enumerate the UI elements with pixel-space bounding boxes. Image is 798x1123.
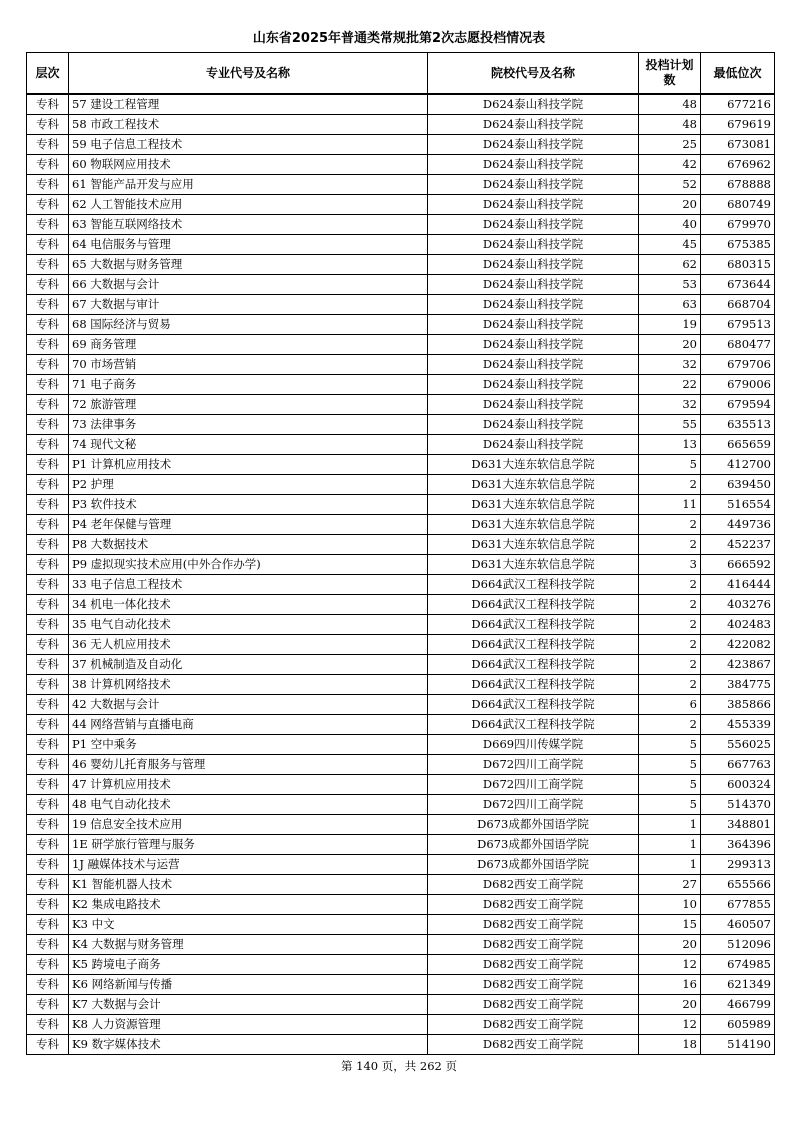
cell-level: 专科 [27, 835, 69, 855]
cell-major: 73 法律事务 [69, 415, 428, 435]
cell-min-rank: 600324 [701, 775, 775, 795]
cell-school: D664武汉工程科技学院 [428, 635, 639, 655]
table-row [27, 395, 775, 415]
cell-school: D624泰山科技学院 [428, 295, 639, 315]
cell-plan-count: 55 [639, 415, 701, 435]
cell-school: D682西安工商学院 [428, 895, 639, 915]
table-row [27, 675, 775, 695]
cell-major: K3 中文 [69, 915, 428, 935]
cell-plan-count: 1 [639, 815, 701, 835]
cell-plan-count: 13 [639, 435, 701, 455]
cell-min-rank: 677855 [701, 895, 775, 915]
cell-min-rank: 680477 [701, 335, 775, 355]
cell-level: 专科 [27, 115, 69, 135]
table-row [27, 635, 775, 655]
cell-plan-count: 2 [639, 655, 701, 675]
cell-plan-count: 45 [639, 235, 701, 255]
cell-min-rank: 412700 [701, 455, 775, 475]
cell-min-rank: 677216 [701, 94, 775, 115]
cell-school: D624泰山科技学院 [428, 155, 639, 175]
cell-major: P8 大数据技术 [69, 535, 428, 555]
cell-plan-count: 2 [639, 635, 701, 655]
cell-min-rank: 605989 [701, 1015, 775, 1035]
cell-plan-count: 2 [639, 515, 701, 535]
table-row [27, 755, 775, 775]
table-row [27, 335, 775, 355]
cell-school: D673成都外国语学院 [428, 815, 639, 835]
cell-school: D624泰山科技学院 [428, 335, 639, 355]
cell-school: D682西安工商学院 [428, 915, 639, 935]
cell-school: D682西安工商学院 [428, 955, 639, 975]
cell-min-rank: 449736 [701, 515, 775, 535]
cell-school: D682西安工商学院 [428, 875, 639, 895]
cell-school: D672四川工商学院 [428, 775, 639, 795]
cell-school: D672四川工商学院 [428, 755, 639, 775]
table-row [27, 155, 775, 175]
cell-min-rank: 514370 [701, 795, 775, 815]
cell-level: 专科 [27, 335, 69, 355]
cell-school: D672四川工商学院 [428, 795, 639, 815]
cell-level: 专科 [27, 755, 69, 775]
cell-plan-count: 40 [639, 215, 701, 235]
cell-plan-count: 5 [639, 455, 701, 475]
cell-school: D664武汉工程科技学院 [428, 675, 639, 695]
cell-major: 67 大数据与审计 [69, 295, 428, 315]
cell-school: D664武汉工程科技学院 [428, 575, 639, 595]
cell-major: 38 计算机网络技术 [69, 675, 428, 695]
cell-min-rank: 668704 [701, 295, 775, 315]
cell-level: 专科 [27, 195, 69, 215]
cell-school: D673成都外国语学院 [428, 835, 639, 855]
cell-major: K8 人力资源管理 [69, 1015, 428, 1035]
cell-min-rank: 679706 [701, 355, 775, 375]
cell-min-rank: 516554 [701, 495, 775, 515]
cell-school: D673成都外国语学院 [428, 855, 639, 875]
cell-plan-count: 12 [639, 955, 701, 975]
cell-school: D664武汉工程科技学院 [428, 595, 639, 615]
page-footer: 第 140 页，共 262 页 [340, 1059, 458, 1073]
table-row [27, 375, 775, 395]
cell-level: 专科 [27, 94, 69, 115]
cell-min-rank: 364396 [701, 835, 775, 855]
table-row [27, 455, 775, 475]
cell-level: 专科 [27, 595, 69, 615]
cell-school: D682西安工商学院 [428, 995, 639, 1015]
table-row [27, 895, 775, 915]
cell-min-rank: 348801 [701, 815, 775, 835]
cell-major: 60 物联网应用技术 [69, 155, 428, 175]
cell-plan-count: 5 [639, 795, 701, 815]
cell-min-rank: 556025 [701, 735, 775, 755]
cell-level: 专科 [27, 815, 69, 835]
cell-major: 36 无人机应用技术 [69, 635, 428, 655]
table-row [27, 475, 775, 495]
cell-plan-count: 2 [639, 715, 701, 735]
cell-major: 44 网络营销与直播电商 [69, 715, 428, 735]
cell-plan-count: 48 [639, 115, 701, 135]
cell-level: 专科 [27, 695, 69, 715]
cell-min-rank: 385866 [701, 695, 775, 715]
table-row [27, 175, 775, 195]
cell-school: D682西安工商学院 [428, 975, 639, 995]
cell-plan-count: 53 [639, 275, 701, 295]
cell-major: 47 计算机应用技术 [69, 775, 428, 795]
table-row [27, 955, 775, 975]
cell-min-rank: 416444 [701, 575, 775, 595]
table-row [27, 535, 775, 555]
table-row [27, 355, 775, 375]
cell-min-rank: 675385 [701, 235, 775, 255]
cell-school: D624泰山科技学院 [428, 415, 639, 435]
table-row [27, 315, 775, 335]
cell-plan-count: 6 [639, 695, 701, 715]
cell-school: D664武汉工程科技学院 [428, 615, 639, 635]
cell-level: 专科 [27, 715, 69, 735]
table-row [27, 855, 775, 875]
page-title: 山东省2025年普通类常规批第2次志愿投档情况表 [252, 31, 546, 46]
cell-major: K7 大数据与会计 [69, 995, 428, 1015]
cell-level: 专科 [27, 255, 69, 275]
cell-level: 专科 [27, 535, 69, 555]
cell-major: P3 软件技术 [69, 495, 428, 515]
cell-major: P9 虚拟现实技术应用(中外合作办学) [69, 555, 428, 575]
cell-plan-count: 16 [639, 975, 701, 995]
table-row [27, 555, 775, 575]
cell-major: 1E 研学旅行管理与服务 [69, 835, 428, 855]
cell-min-rank: 423867 [701, 655, 775, 675]
cell-level: 专科 [27, 875, 69, 895]
cell-major: 34 机电一体化技术 [69, 595, 428, 615]
cell-level: 专科 [27, 475, 69, 495]
cell-school: D624泰山科技学院 [428, 435, 639, 455]
cell-min-rank: 403276 [701, 595, 775, 615]
table-row [27, 115, 775, 135]
cell-plan-count: 42 [639, 155, 701, 175]
cell-level: 专科 [27, 795, 69, 815]
cell-min-rank: 680315 [701, 255, 775, 275]
cell-plan-count: 52 [639, 175, 701, 195]
cell-level: 专科 [27, 435, 69, 455]
table-row [27, 915, 775, 935]
table-row [27, 795, 775, 815]
cell-level: 专科 [27, 975, 69, 995]
cell-major: P4 老年保健与管理 [69, 515, 428, 535]
cell-school: D624泰山科技学院 [428, 255, 639, 275]
cell-school: D631大连东软信息学院 [428, 455, 639, 475]
table-row [27, 195, 775, 215]
cell-school: D624泰山科技学院 [428, 195, 639, 215]
cell-major: 62 人工智能技术应用 [69, 195, 428, 215]
cell-min-rank: 665659 [701, 435, 775, 455]
cell-plan-count: 62 [639, 255, 701, 275]
cell-major: K5 跨境电子商务 [69, 955, 428, 975]
cell-school: D682西安工商学院 [428, 935, 639, 955]
cell-plan-count: 5 [639, 735, 701, 755]
table-row [27, 1015, 775, 1035]
cell-major: 57 建设工程管理 [69, 94, 428, 115]
cell-school: D624泰山科技学院 [428, 395, 639, 415]
cell-level: 专科 [27, 915, 69, 935]
cell-major: P1 空中乘务 [69, 735, 428, 755]
table-row [27, 94, 775, 115]
cell-major: P2 护理 [69, 475, 428, 495]
cell-major: P1 计算机应用技术 [69, 455, 428, 475]
header-school: 院校代号及名称 [428, 53, 639, 95]
cell-plan-count: 3 [639, 555, 701, 575]
cell-major: 46 婴幼儿托育服务与管理 [69, 755, 428, 775]
cell-min-rank: 673644 [701, 275, 775, 295]
cell-plan-count: 2 [639, 475, 701, 495]
cell-major: 64 电信服务与管理 [69, 235, 428, 255]
cell-major: 58 市政工程技术 [69, 115, 428, 135]
cell-plan-count: 2 [639, 575, 701, 595]
cell-plan-count: 32 [639, 395, 701, 415]
cell-major: 72 旅游管理 [69, 395, 428, 415]
cell-school: D624泰山科技学院 [428, 235, 639, 255]
cell-level: 专科 [27, 955, 69, 975]
cell-min-rank: 460507 [701, 915, 775, 935]
table-row [27, 435, 775, 455]
cell-plan-count: 20 [639, 335, 701, 355]
cell-level: 专科 [27, 615, 69, 635]
cell-major: 66 大数据与会计 [69, 275, 428, 295]
cell-level: 专科 [27, 555, 69, 575]
cell-min-rank: 466799 [701, 995, 775, 1015]
cell-level: 专科 [27, 175, 69, 195]
table-header-row [27, 53, 775, 95]
cell-major: 19 信息安全技术应用 [69, 815, 428, 835]
cell-min-rank: 680749 [701, 195, 775, 215]
table-row [27, 495, 775, 515]
cell-major: 42 大数据与会计 [69, 695, 428, 715]
cell-level: 专科 [27, 215, 69, 235]
table-row [27, 215, 775, 235]
cell-school: D624泰山科技学院 [428, 275, 639, 295]
cell-plan-count: 1 [639, 835, 701, 855]
cell-school: D631大连东软信息学院 [428, 495, 639, 515]
table-row [27, 575, 775, 595]
cell-min-rank: 676962 [701, 155, 775, 175]
cell-school: D669四川传媒学院 [428, 735, 639, 755]
cell-level: 专科 [27, 275, 69, 295]
table-row [27, 775, 775, 795]
cell-plan-count: 19 [639, 315, 701, 335]
cell-plan-count: 27 [639, 875, 701, 895]
cell-plan-count: 12 [639, 1015, 701, 1035]
cell-major: 35 电气自动化技术 [69, 615, 428, 635]
cell-min-rank: 679970 [701, 215, 775, 235]
cell-min-rank: 452237 [701, 535, 775, 555]
cell-level: 专科 [27, 635, 69, 655]
cell-plan-count: 5 [639, 755, 701, 775]
cell-min-rank: 678888 [701, 175, 775, 195]
cell-level: 专科 [27, 415, 69, 435]
cell-plan-count: 11 [639, 495, 701, 515]
cell-school: D624泰山科技学院 [428, 94, 639, 115]
cell-school: D682西安工商学院 [428, 1035, 639, 1055]
cell-plan-count: 2 [639, 535, 701, 555]
cell-level: 专科 [27, 375, 69, 395]
table-row [27, 275, 775, 295]
cell-plan-count: 10 [639, 895, 701, 915]
cell-min-rank: 655566 [701, 875, 775, 895]
table-row [27, 295, 775, 315]
cell-plan-count: 63 [639, 295, 701, 315]
cell-plan-count: 25 [639, 135, 701, 155]
table-row [27, 995, 775, 1015]
cell-school: D631大连东软信息学院 [428, 515, 639, 535]
cell-plan-count: 20 [639, 935, 701, 955]
cell-level: 专科 [27, 1015, 69, 1035]
cell-min-rank: 666592 [701, 555, 775, 575]
cell-major: 48 电气自动化技术 [69, 795, 428, 815]
cell-level: 专科 [27, 855, 69, 875]
cell-school: D624泰山科技学院 [428, 355, 639, 375]
cell-min-rank: 514190 [701, 1035, 775, 1055]
cell-min-rank: 679513 [701, 315, 775, 335]
cell-plan-count: 15 [639, 915, 701, 935]
cell-school: D624泰山科技学院 [428, 115, 639, 135]
cell-level: 专科 [27, 675, 69, 695]
cell-major: 68 国际经济与贸易 [69, 315, 428, 335]
cell-major: 65 大数据与财务管理 [69, 255, 428, 275]
cell-major: 71 电子商务 [69, 375, 428, 395]
header-level: 层次 [27, 53, 69, 95]
cell-min-rank: 667763 [701, 755, 775, 775]
cell-level: 专科 [27, 455, 69, 475]
table-row [27, 235, 775, 255]
cell-min-rank: 402483 [701, 615, 775, 635]
table-row [27, 135, 775, 155]
cell-level: 专科 [27, 515, 69, 535]
cell-plan-count: 48 [639, 94, 701, 115]
cell-plan-count: 20 [639, 995, 701, 1015]
cell-level: 专科 [27, 735, 69, 755]
cell-major: 37 机械制造及自动化 [69, 655, 428, 675]
cell-major: 63 智能互联网络技术 [69, 215, 428, 235]
cell-min-rank: 455339 [701, 715, 775, 735]
cell-plan-count: 1 [639, 855, 701, 875]
cell-plan-count: 2 [639, 675, 701, 695]
cell-school: D624泰山科技学院 [428, 375, 639, 395]
cell-level: 专科 [27, 135, 69, 155]
header-min-rank: 最低位次 [701, 53, 775, 95]
cell-min-rank: 673081 [701, 135, 775, 155]
table-row [27, 515, 775, 535]
cell-min-rank: 679006 [701, 375, 775, 395]
cell-school: D682西安工商学院 [428, 1015, 639, 1035]
cell-level: 专科 [27, 1035, 69, 1055]
cell-major: 70 市场营销 [69, 355, 428, 375]
cell-major: K1 智能机器人技术 [69, 875, 428, 895]
table-row [27, 595, 775, 615]
cell-school: D631大连东软信息学院 [428, 535, 639, 555]
cell-plan-count: 2 [639, 615, 701, 635]
cell-major: 59 电子信息工程技术 [69, 135, 428, 155]
cell-level: 专科 [27, 355, 69, 375]
cell-major: K9 数字媒体技术 [69, 1035, 428, 1055]
cell-school: D624泰山科技学院 [428, 135, 639, 155]
cell-min-rank: 422082 [701, 635, 775, 655]
cell-plan-count: 2 [639, 595, 701, 615]
cell-min-rank: 679594 [701, 395, 775, 415]
cell-min-rank: 512096 [701, 935, 775, 955]
cell-level: 专科 [27, 395, 69, 415]
header-plan-count: 投档计划数 [639, 53, 701, 95]
table-row [27, 715, 775, 735]
cell-plan-count: 5 [639, 775, 701, 795]
cell-min-rank: 639450 [701, 475, 775, 495]
cell-level: 专科 [27, 235, 69, 255]
cell-major: 74 现代文秘 [69, 435, 428, 455]
table-row [27, 975, 775, 995]
cell-plan-count: 22 [639, 375, 701, 395]
cell-level: 专科 [27, 295, 69, 315]
cell-min-rank: 674985 [701, 955, 775, 975]
table-row [27, 255, 775, 275]
table-row [27, 815, 775, 835]
cell-school: D664武汉工程科技学院 [428, 655, 639, 675]
table-row [27, 835, 775, 855]
cell-major: 1J 融媒体技术与运营 [69, 855, 428, 875]
cell-level: 专科 [27, 495, 69, 515]
cell-level: 专科 [27, 575, 69, 595]
table-row [27, 875, 775, 895]
cell-min-rank: 384775 [701, 675, 775, 695]
cell-major: K6 网络新闻与传播 [69, 975, 428, 995]
table-row [27, 655, 775, 675]
cell-plan-count: 18 [639, 1035, 701, 1055]
cell-major: K2 集成电路技术 [69, 895, 428, 915]
table-row [27, 615, 775, 635]
cell-level: 专科 [27, 895, 69, 915]
cell-level: 专科 [27, 995, 69, 1015]
cell-level: 专科 [27, 315, 69, 335]
cell-school: D664武汉工程科技学院 [428, 715, 639, 735]
cell-school: D624泰山科技学院 [428, 315, 639, 335]
table-row [27, 1035, 775, 1055]
cell-school: D631大连东软信息学院 [428, 555, 639, 575]
cell-major: 69 商务管理 [69, 335, 428, 355]
cell-school: D624泰山科技学院 [428, 175, 639, 195]
table-row [27, 695, 775, 715]
cell-school: D631大连东软信息学院 [428, 475, 639, 495]
cell-plan-count: 32 [639, 355, 701, 375]
table-row [27, 735, 775, 755]
cell-major: K4 大数据与财务管理 [69, 935, 428, 955]
cell-min-rank: 635513 [701, 415, 775, 435]
cell-level: 专科 [27, 655, 69, 675]
cell-min-rank: 679619 [701, 115, 775, 135]
cell-level: 专科 [27, 775, 69, 795]
cell-level: 专科 [27, 935, 69, 955]
cell-school: D624泰山科技学院 [428, 215, 639, 235]
cell-min-rank: 299313 [701, 855, 775, 875]
cell-plan-count: 20 [639, 195, 701, 215]
cell-min-rank: 621349 [701, 975, 775, 995]
cell-level: 专科 [27, 155, 69, 175]
cell-major: 61 智能产品开发与应用 [69, 175, 428, 195]
cell-school: D664武汉工程科技学院 [428, 695, 639, 715]
table-row [27, 415, 775, 435]
table-row [27, 935, 775, 955]
cell-major: 33 电子信息工程技术 [69, 575, 428, 595]
header-major: 专业代号及名称 [69, 53, 428, 95]
admission-table [26, 52, 775, 1055]
